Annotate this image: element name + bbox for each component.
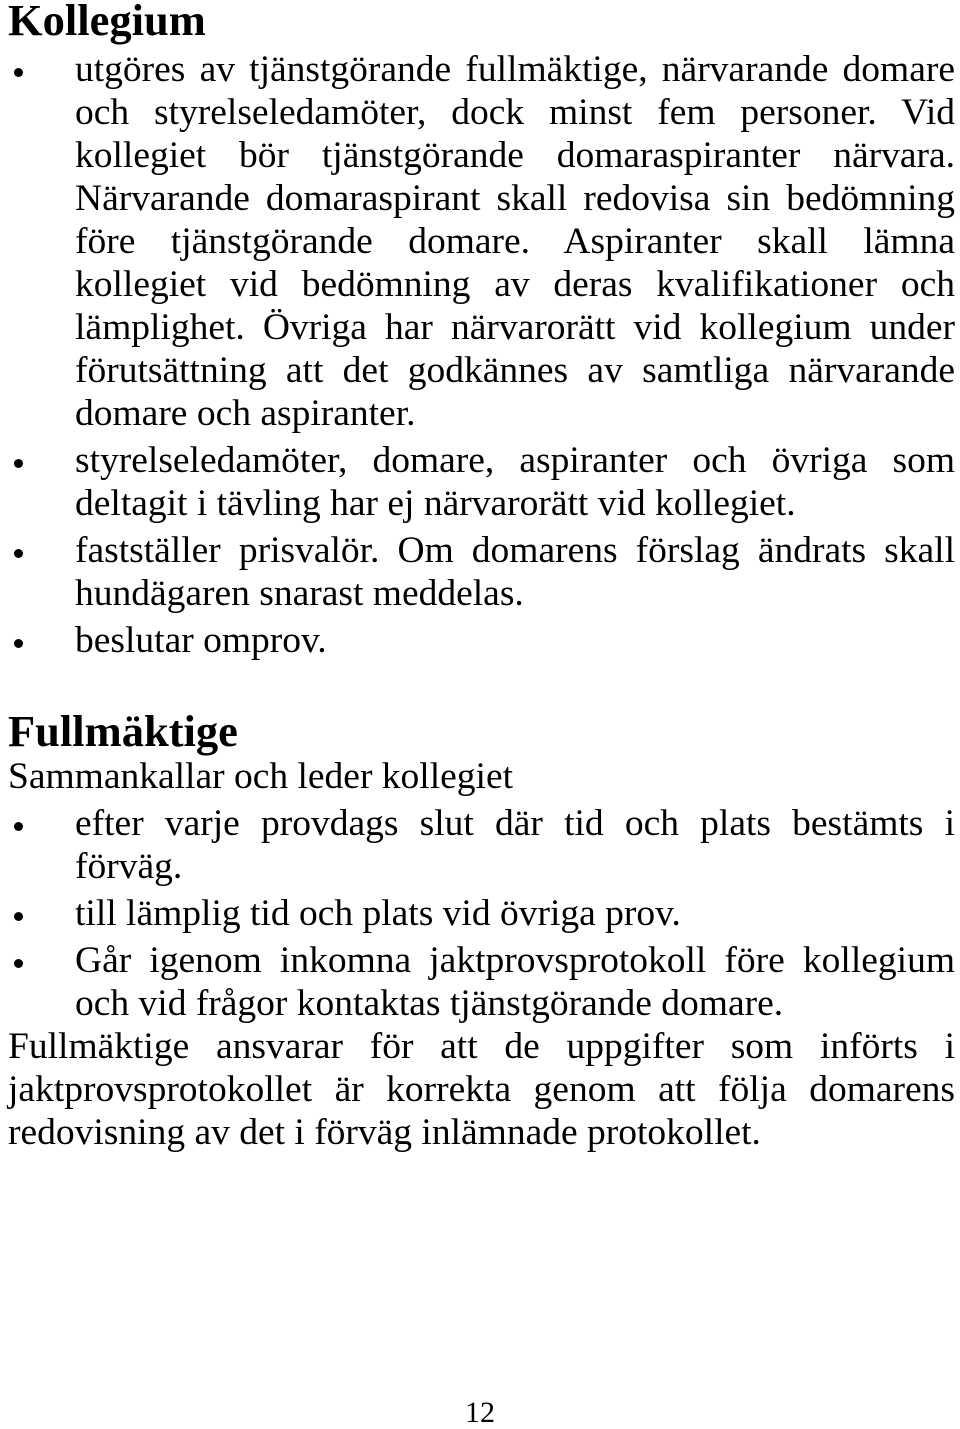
text-line: kollegiet bör tjänstgörande domaraspiranter närvara. xyxy=(75,135,955,176)
bullet-icon xyxy=(14,959,23,968)
list-item xyxy=(8,802,955,888)
text-line: och styrelseledamöter, dock minst fem personer. Vid xyxy=(75,92,955,133)
text-line: utgöres av tjänstgörande fullmäktige, närvarande domare xyxy=(75,49,955,90)
text-line: och vid frågor kontaktas tjänstgörande domare. xyxy=(75,983,784,1024)
section-kollegium xyxy=(8,0,955,662)
text-line: styrelseledamöter, domare, aspiranter och övriga som xyxy=(75,440,955,481)
page-number: 12 xyxy=(465,1396,495,1429)
text-line: lämplighet. Övriga har närvarorätt vid kollegium under xyxy=(75,307,955,348)
text-line: jaktprovsprotokollet är korrekta genom att följa domarens xyxy=(8,1069,955,1110)
bullet-list xyxy=(8,48,955,662)
list-item xyxy=(8,939,955,1025)
text-line: efter varje provdags slut där tid och plats bestämts i xyxy=(75,803,955,844)
list-item xyxy=(8,529,955,615)
list-item xyxy=(8,48,955,435)
bullet-list xyxy=(8,802,955,1025)
list-item xyxy=(8,439,955,525)
text-line: hundägaren snarast meddelas. xyxy=(75,573,524,614)
intro-paragraph: Sammankallar och leder kollegiet xyxy=(8,756,514,797)
document-page xyxy=(8,0,955,1154)
text-line: beslutar omprov. xyxy=(75,620,327,661)
list-item xyxy=(8,619,955,662)
text-line: före tjänstgörande domare. Aspiranter skall lämna xyxy=(75,221,955,262)
text-line: deltagit i tävling har ej närvarorätt vid kollegiet. xyxy=(75,483,796,524)
text-line: kollegiet vid bedömning av deras kvalifikationer och xyxy=(75,264,955,305)
text-line: fastställer prisvalör. Om domarens förslag ändrats skall xyxy=(75,530,955,571)
bullet-icon xyxy=(14,549,23,558)
bullet-icon xyxy=(14,459,23,468)
bullet-icon xyxy=(14,639,23,648)
text-line: Fullmäktige ansvarar för att de uppgifter som införts i xyxy=(8,1026,955,1067)
text-line: till lämplig tid och plats vid övriga prov. xyxy=(75,893,681,934)
section-heading: Kollegium xyxy=(8,0,206,45)
list-item xyxy=(8,892,955,935)
text-line: domare och aspiranter. xyxy=(75,393,416,434)
text-line: Närvarande domaraspirant skall redovisa sin bedömning xyxy=(75,178,955,219)
text-line: förutsättning att det godkännes av samtliga närvarande xyxy=(75,350,955,391)
bullet-icon xyxy=(14,912,23,921)
closing-paragraph xyxy=(8,1025,955,1154)
section-fullmaktige xyxy=(8,706,955,1154)
text-line: Går igenom inkomna jaktprovsprotokoll före kollegium xyxy=(75,940,955,981)
section-heading: Fullmäktige xyxy=(8,706,238,756)
text-line: förväg. xyxy=(75,846,183,887)
bullet-icon xyxy=(14,822,23,831)
bullet-icon xyxy=(14,68,23,77)
text-line: redovisning av det i förväg inlämnade protokollet. xyxy=(8,1112,761,1153)
